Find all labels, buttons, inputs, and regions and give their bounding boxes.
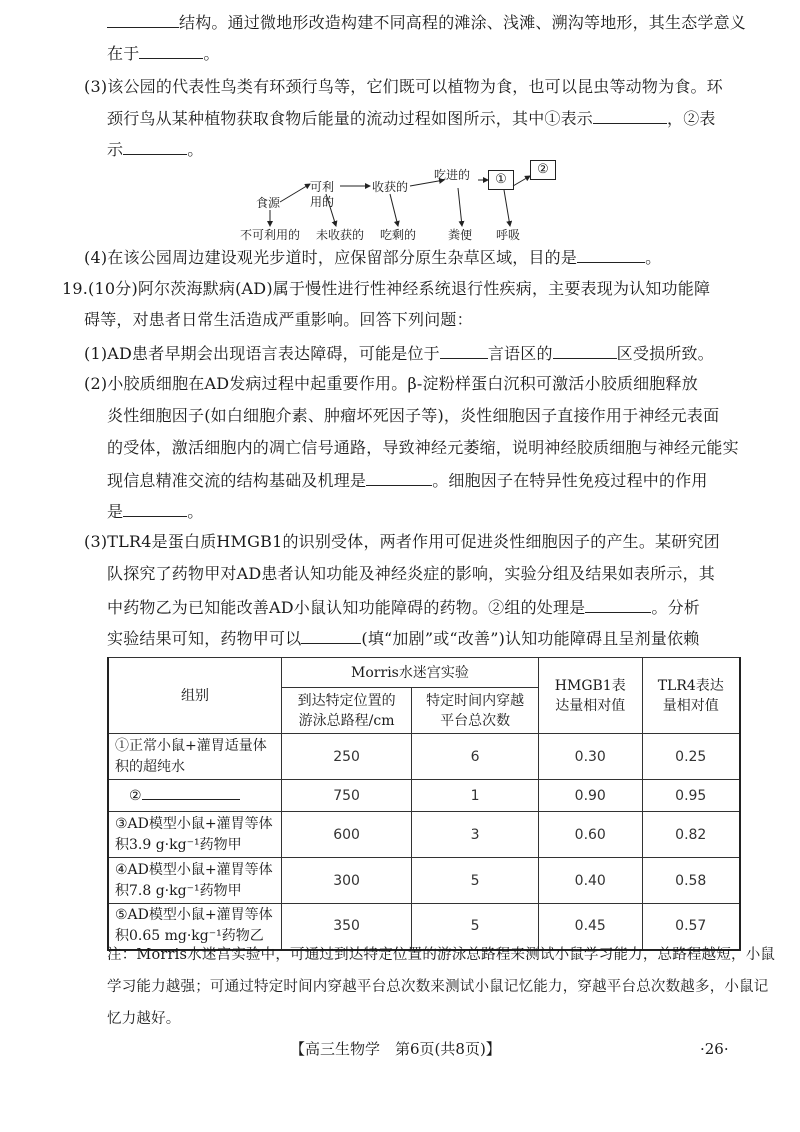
results-table — [107, 657, 741, 951]
q18-part4: (4)在该公园周边建设观光步道时，应保留部分原生杂草区域，目的是 。 — [84, 245, 661, 269]
cell-group — [108, 812, 281, 858]
cell-group — [108, 904, 281, 950]
table-row — [108, 904, 740, 950]
label-food-source: 食源 — [256, 196, 281, 210]
cell-hmgb1: 0.40 — [539, 858, 643, 904]
cell-group-line1: ⑤AD模型小鼠+灌胃等体 — [115, 907, 273, 924]
header-tlr4 — [642, 658, 740, 734]
q19-part3-line1: (3)TLR4是蛋白质HMGB1的识别受体，两者作用可促进炎性细胞因子的产生。某研究团 — [84, 532, 720, 551]
q19-part3-line2: 队探究了药物甲对AD患者认知功能及神经炎症的影响，实验分组及结果如表所示，其 — [107, 564, 715, 583]
answer-blank[interactable] — [440, 341, 488, 359]
header-group: 组别 — [108, 658, 281, 734]
answer-blank[interactable] — [577, 245, 645, 263]
arrow-to-respiration — [504, 190, 510, 226]
cell-group-line1: ①正常小鼠+灌胃适量体 — [115, 737, 267, 754]
answer-blank[interactable] — [123, 499, 187, 517]
answer-blank[interactable] — [366, 468, 432, 486]
cell-crossings: 3 — [412, 812, 539, 858]
answer-blank[interactable] — [553, 341, 617, 359]
q19-part2-line2: 炎性细胞因子(如白细胞介素、肿瘤坏死因子等)，炎性细胞因子直接作用于神经元表面 — [107, 406, 720, 425]
header-distance-line2: 游泳总路程/cm — [298, 712, 395, 729]
q19-part3-line3: 中药物乙为已知能改善AD小鼠认知功能障碍的药物。②组的处理是 。分析 — [107, 595, 700, 619]
q19-heading-line1: 19.(10分)阿尔茨海默病(AD)属于慢性进行性神经系统退行性疾病，主要表现为认知功能障 — [62, 279, 711, 298]
cell-group-line2: 积的超纯水 — [115, 758, 185, 775]
cell-group-line2: 积3.9 g·kg⁻¹药物甲 — [115, 836, 242, 853]
cell-group-line1: ④AD模型小鼠+灌胃等体 — [115, 861, 273, 878]
cell-distance: 600 — [281, 812, 411, 858]
arrow-to-leftover — [390, 194, 398, 226]
note-line3: 忆力越好。 — [107, 1011, 181, 1027]
q19-part1: (1)AD患者早期会出现语言表达障碍，可能是位于 言语区的 区受损所致。 — [84, 341, 714, 365]
label-usable: 可利用的 — [310, 180, 335, 209]
q19-part3-line4: 实验结果可知，药物甲可以 (填“加剧”或“改善”)认知功能障碍且呈剂量依赖 — [107, 626, 699, 650]
cell-hmgb1: 0.30 — [539, 734, 643, 780]
cell-hmgb1: 0.90 — [539, 780, 643, 812]
cell-crossings: 6 — [412, 734, 539, 780]
answer-blank[interactable] — [301, 626, 361, 644]
cell-group-line2: 积0.65 mg·kg⁻¹药物乙 — [115, 928, 264, 945]
header-hmgb1 — [539, 658, 643, 734]
q19-part2-line1: (2)小胶质细胞在AD发病过程中起重要作用。β-淀粉样蛋白沉积可激活小胶质细胞释放 — [84, 374, 698, 393]
label-feces: 粪便 — [448, 228, 473, 242]
cell-tlr4: 0.57 — [642, 904, 740, 950]
table-row — [108, 734, 740, 780]
cell-crossings: 1 — [412, 780, 539, 812]
label-leftover: 吃剩的 — [380, 228, 417, 242]
q18-part3-line1: (3)该公园的代表性鸟类有环颈行鸟等，它们既可以植物为食，也可以昆虫等动物为食。环 — [84, 77, 723, 96]
label-unharvested: 未收获的 — [316, 228, 365, 242]
cell-group-line1: ③AD模型小鼠+灌胃等体 — [115, 815, 273, 832]
answer-blank[interactable] — [593, 106, 667, 124]
label-harvested: 收获的 — [372, 180, 409, 194]
table-row — [108, 812, 740, 858]
cell-distance: 750 — [281, 780, 411, 812]
answer-blank[interactable] — [123, 137, 187, 155]
answer-blank[interactable] — [142, 784, 240, 800]
header-hmgb1-line2: 达量相对值 — [555, 697, 626, 714]
cell-tlr4: 0.95 — [642, 780, 740, 812]
cell-distance: 350 — [281, 904, 411, 950]
diagram-arrows — [240, 158, 580, 258]
header-hmgb1-line1: HMGB1表 — [554, 677, 626, 694]
diagram-box-2: ② — [530, 160, 556, 180]
page-code: ·26· — [700, 1040, 729, 1058]
q19-part2-line3: 的受体，激活细胞内的凋亡信号通路，导致神经元萎缩，说明神经胶质细胞与神经元能实 — [107, 438, 739, 457]
q19-heading-line2: 碍等，对患者日常生活造成严重影响。回答下列问题： — [84, 310, 473, 329]
cell-group — [108, 780, 281, 812]
page-footer-title: 【高三生物学 第6页(共8页)】 — [290, 1040, 501, 1058]
cell-tlr4: 0.25 — [642, 734, 740, 780]
answer-blank[interactable] — [585, 595, 651, 613]
header-crossings — [412, 688, 539, 734]
header-tlr4-line1: TLR4表达 — [657, 677, 724, 694]
table-row — [108, 858, 740, 904]
cell-group-line2: 积7.8 g·kg⁻¹药物甲 — [115, 882, 242, 899]
note-line1: 注：Morris水迷宫实验中，可通过到达特定位置的游泳总路程来测试小鼠学习能力，总路程越短，小鼠 — [107, 947, 776, 963]
header-distance — [281, 688, 411, 734]
table-row — [108, 780, 740, 812]
header-distance-line1: 到达特定位置的 — [297, 692, 396, 709]
cell-hmgb1: 0.60 — [539, 812, 643, 858]
header-tlr4-line2: 量相对值 — [662, 697, 719, 714]
header-crossings-line2: 平台总次数 — [440, 712, 511, 729]
q18-part3-line2: 颈行鸟从某种植物获取食物后能量的流动过程如图所示，其中①表示 ，②表 — [107, 106, 716, 130]
q18-line2: 在于 。 — [107, 41, 220, 65]
q18-line1: 结构。通过微地形改造构建不同高程的滩涂、浅滩、溯沟等地形，其生态学意义 — [107, 10, 746, 34]
cell-tlr4: 0.58 — [642, 858, 740, 904]
cell-tlr4: 0.82 — [642, 812, 740, 858]
energy-flow-diagram — [240, 158, 580, 258]
cell-group — [108, 858, 281, 904]
cell-distance: 250 — [281, 734, 411, 780]
q19-part2-line4: 现信息精准交流的结构基础及机理是 。细胞因子在特异性免疫过程中的作用 — [107, 468, 708, 492]
q19-part2-line5: 是 。 — [107, 499, 203, 523]
header-morris: Morris水迷宫实验 — [281, 658, 538, 688]
label-unusable: 不可利用的 — [240, 228, 301, 242]
cell-crossings: 5 — [412, 904, 539, 950]
cell-crossings: 5 — [412, 858, 539, 904]
answer-blank[interactable] — [107, 10, 179, 28]
cell-group-line1: ② — [129, 788, 142, 804]
cell-distance: 300 — [281, 858, 411, 904]
label-eaten: 吃进的 — [434, 168, 471, 182]
answer-blank[interactable] — [139, 41, 203, 59]
header-crossings-line1: 特定时间内穿越 — [426, 692, 525, 709]
arrow-to-box2 — [513, 176, 530, 186]
diagram-box-1: ① — [488, 170, 514, 190]
q18-part3-line3: 示 。 — [107, 137, 203, 161]
label-respiration: 呼吸 — [496, 228, 521, 242]
cell-hmgb1: 0.45 — [539, 904, 643, 950]
note-line2: 学习能力越强；可通过特定时间内穿越平台总次数来测试小鼠记忆能力，穿越平台总次数越多，小鼠记 — [107, 979, 769, 995]
arrow-to-usable — [280, 184, 310, 202]
arrow-to-feces — [458, 188, 462, 226]
cell-group — [108, 734, 281, 780]
